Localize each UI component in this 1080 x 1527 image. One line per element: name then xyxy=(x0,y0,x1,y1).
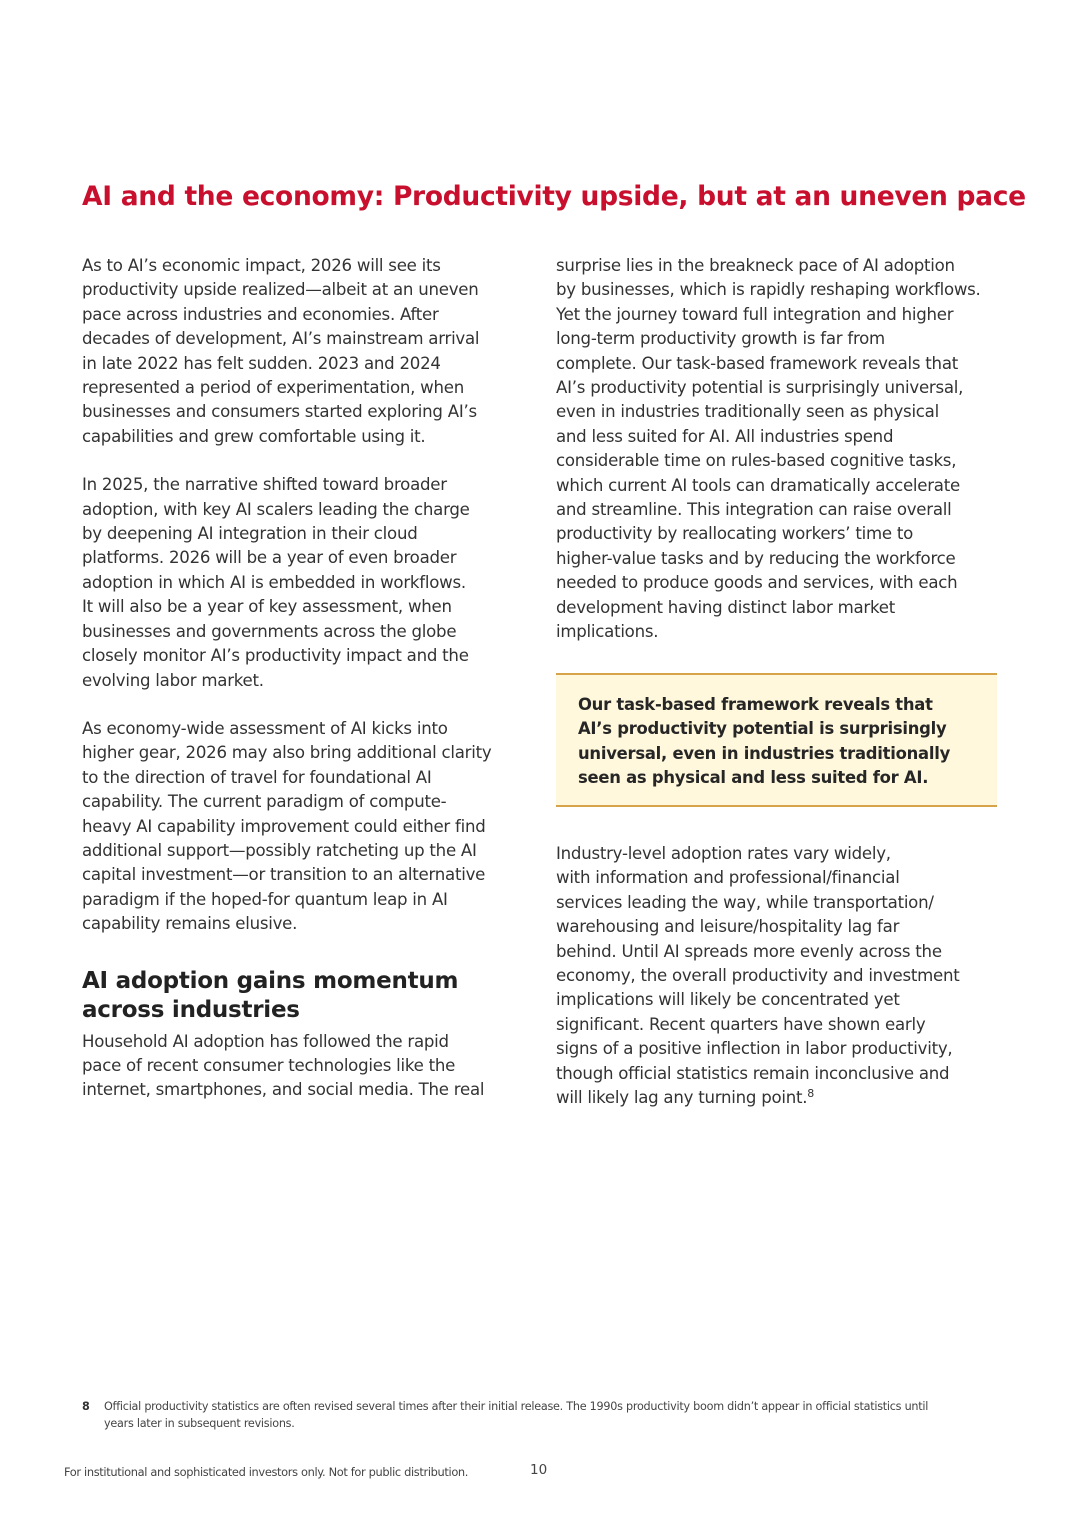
text-line: As to AI’s economic impact, 2026 will see its xyxy=(82,256,441,275)
text-line: pace of recent consumer technologies like the xyxy=(82,1055,456,1075)
paragraph-2025-narrative xyxy=(82,473,532,693)
text-line: implications. xyxy=(556,622,659,642)
footer-disclaimer: For institutional and sophisticated investors only. Not for public distribution. xyxy=(64,1465,469,1479)
text-line: considerable time on rules-based cognitive tasks, xyxy=(556,451,957,471)
text-line: It will also be a year of key assessment, when xyxy=(82,597,452,617)
text-line: with information and professional/financial xyxy=(556,868,900,888)
text-line: AI’s productivity potential is surprisingly universal, xyxy=(556,378,964,398)
text-line: businesses and consumers started exploring AI’s xyxy=(82,402,477,422)
text-line: though official statistics remain inconclusive and xyxy=(556,1063,950,1083)
subheading-line: across industries xyxy=(82,997,300,1024)
text-line: even in industries traditionally seen as physical xyxy=(556,402,939,422)
text-line: capability remains elusive. xyxy=(82,914,298,934)
text-line: productivity by reallocating workers’ time to xyxy=(556,524,913,544)
right-column xyxy=(556,254,1006,645)
text-line: capital investment—or transition to an alternative xyxy=(82,865,486,885)
page-title: AI and the economy: Productivity upside, but at an uneven pace xyxy=(82,181,1026,212)
text-line: services leading the way, while transportation/ xyxy=(556,892,934,912)
text-line: behind. Until AI spreads more evenly across the xyxy=(556,941,942,961)
text-line: and less suited for AI. All industries spend xyxy=(556,426,894,446)
section-subheading xyxy=(82,967,532,1026)
text-line: capability. The current paradigm of compute- xyxy=(82,792,447,812)
text-line: paradigm if the hoped-for quantum leap in AI xyxy=(82,889,448,909)
text-line: adoption in which AI is embedded in workflows. xyxy=(82,572,466,592)
paragraph-industry-adoption xyxy=(556,842,1006,1110)
text-line: higher-value tasks and by reducing the workforce xyxy=(556,548,956,568)
text-line: which current AI tools can dramatically accelerate xyxy=(556,475,960,495)
text-line: internet, smartphones, and social media. The real xyxy=(82,1080,485,1100)
text-line: heavy AI capability improvement could either find xyxy=(82,816,486,836)
text-line: long-term productivity growth is far from xyxy=(556,329,885,349)
footnote-text xyxy=(104,1399,1004,1432)
text-line: adoption, with key AI scalers leading the charge xyxy=(82,499,470,519)
paragraph-economy-wide-assessment xyxy=(82,717,532,937)
left-column xyxy=(82,254,532,1103)
text-line: As economy-wide assessment of AI kicks into xyxy=(82,718,448,738)
pull-quote-text xyxy=(578,693,950,791)
text-line: Household AI adoption has followed the rapid xyxy=(82,1031,449,1051)
subheading-line: AI adoption gains momentum xyxy=(82,967,459,994)
text-line: signs of a positive inflection in labor productivity, xyxy=(556,1039,953,1059)
callout-line: seen as physical and less suited for AI. xyxy=(578,768,929,788)
text-line: and streamline. This integration can raise overall xyxy=(556,500,952,520)
footnote-line: years later in subsequent revisions. xyxy=(104,1416,295,1430)
text-line: in late 2022 has felt sudden. 2023 and 2024 xyxy=(82,353,441,373)
text-line: higher gear, 2026 may also bring additional clarity xyxy=(82,743,492,763)
text-line: by deepening AI integration in their cloud xyxy=(82,524,418,544)
text-line: complete. Our task-based framework reveals that xyxy=(556,353,958,373)
text-line: by businesses, which is rapidly reshaping workflows. xyxy=(556,280,981,300)
text-line: productivity upside realized—albeit at an uneven xyxy=(82,280,479,300)
text-line xyxy=(556,1086,1006,1110)
footnote-number: 8 xyxy=(82,1400,90,1413)
pull-quote-callout xyxy=(556,673,997,807)
paragraph-business-adoption xyxy=(556,254,1006,645)
text-line: businesses and governments across the globe xyxy=(82,621,457,641)
footnote-reference[interactable]: 8 xyxy=(807,1087,815,1101)
text-line: warehousing and leisure/hospitality lag far xyxy=(556,917,900,937)
text-line: In 2025, the narrative shifted toward broader xyxy=(82,475,447,495)
callout-line: Our task-based framework reveals that xyxy=(578,695,933,714)
footnote-line: Official productivity statistics are often revised several times after their initial release. The 1990s productivity boom didn’t appear in official statistics until xyxy=(104,1400,929,1413)
paragraph-economic-impact xyxy=(82,254,532,449)
text-line: additional support—possibly ratcheting up the AI xyxy=(82,840,477,860)
text-line: pace across industries and economies. After xyxy=(82,304,439,324)
text-line-content: will likely lag any turning point. xyxy=(556,1088,808,1108)
text-line: Yet the journey toward full integration and higher xyxy=(556,304,954,324)
callout-line: AI’s productivity potential is surprisingly xyxy=(578,719,947,739)
text-line: evolving labor market. xyxy=(82,670,264,690)
text-line: decades of development, AI’s mainstream arrival xyxy=(82,329,480,349)
text-line: implications will likely be concentrated yet xyxy=(556,990,900,1010)
callout-line: universal, even in industries traditionally xyxy=(578,743,950,763)
text-line: represented a period of experimentation, when xyxy=(82,378,464,398)
right-column-continued xyxy=(556,842,1006,1110)
text-line: economy, the overall productivity and investment xyxy=(556,966,960,986)
text-line: surprise lies in the breakneck pace of AI adoption xyxy=(556,256,955,275)
page-number: 10 xyxy=(530,1462,548,1478)
text-line: closely monitor AI’s productivity impact and the xyxy=(82,646,469,666)
paragraph-household-adoption xyxy=(82,1030,532,1103)
text-line: development having distinct labor market xyxy=(556,597,895,617)
text-line: needed to produce goods and services, with each xyxy=(556,573,958,593)
text-line: to the direction of travel for foundational AI xyxy=(82,767,432,787)
text-line: significant. Recent quarters have shown early xyxy=(556,1014,926,1034)
text-line: Industry-level adoption rates vary widely, xyxy=(556,844,891,863)
text-line: platforms. 2026 will be a year of even broader xyxy=(82,548,457,568)
text-line: capabilities and grew comfortable using it. xyxy=(82,426,426,446)
